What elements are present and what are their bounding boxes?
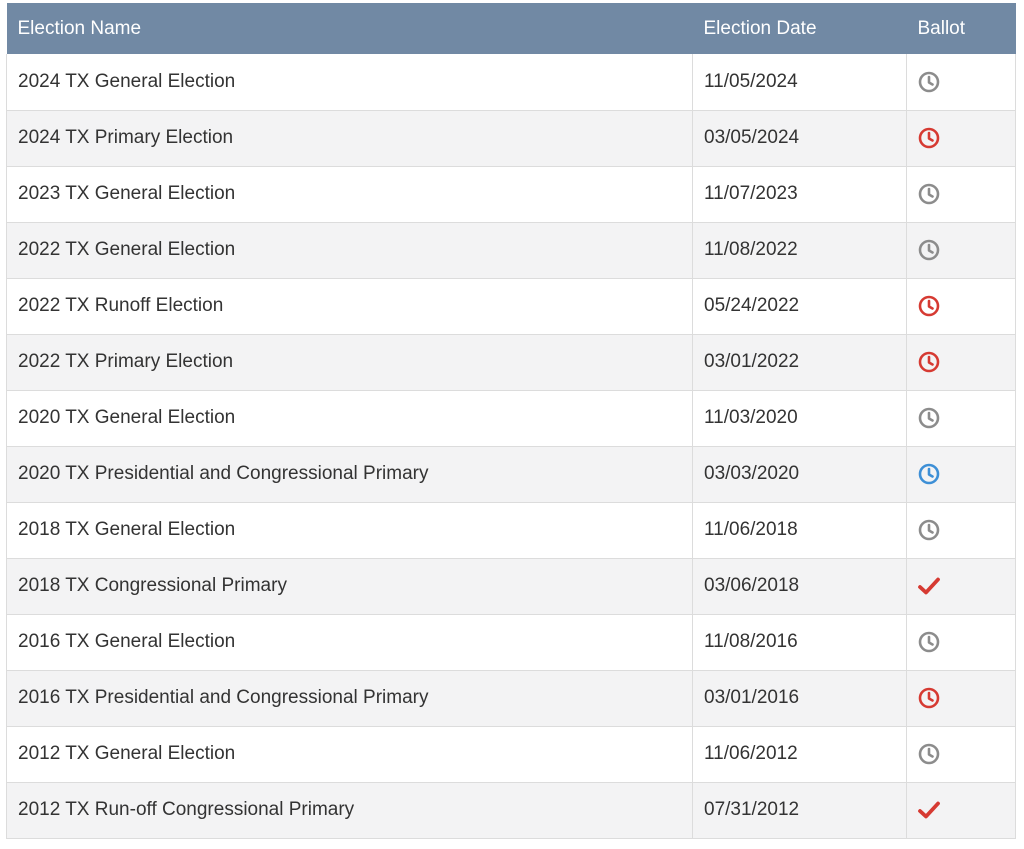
ballot-clock-icon[interactable] <box>917 518 941 542</box>
elections-table <box>6 3 1016 839</box>
election-name-cell: 2012 TX General Election <box>7 726 693 782</box>
election-date-cell: 11/03/2020 <box>693 390 907 446</box>
table-row[interactable] <box>7 166 1016 222</box>
election-name-cell: 2024 TX Primary Election <box>7 110 693 166</box>
ballot-cell <box>907 278 1016 334</box>
election-date-cell: 11/05/2024 <box>693 54 907 110</box>
ballot-clock-icon[interactable] <box>917 238 941 262</box>
ballot-cell <box>907 558 1016 614</box>
table-row[interactable] <box>7 670 1016 726</box>
table-row[interactable] <box>7 54 1016 110</box>
table-row[interactable] <box>7 502 1016 558</box>
table-row[interactable] <box>7 614 1016 670</box>
election-name-cell: 2020 TX General Election <box>7 390 693 446</box>
ballot-clock-icon[interactable] <box>917 742 941 766</box>
election-name-cell: 2018 TX General Election <box>7 502 693 558</box>
election-name-cell: 2020 TX Presidential and Congressional Primary <box>7 446 693 502</box>
table-row[interactable] <box>7 558 1016 614</box>
election-name-cell: 2022 TX General Election <box>7 222 693 278</box>
election-date-cell: 03/03/2020 <box>693 446 907 502</box>
election-date-cell: 11/08/2022 <box>693 222 907 278</box>
election-name-cell: 2022 TX Runoff Election <box>7 278 693 334</box>
ballot-clock-icon[interactable] <box>917 630 941 654</box>
table-row[interactable] <box>7 726 1016 782</box>
ballot-cell <box>907 502 1016 558</box>
ballot-cell <box>907 390 1016 446</box>
table-row[interactable] <box>7 334 1016 390</box>
ballot-cell <box>907 54 1016 110</box>
ballot-clock-icon[interactable] <box>917 350 941 374</box>
table-row[interactable] <box>7 782 1016 838</box>
election-name-cell: 2022 TX Primary Election <box>7 334 693 390</box>
election-date-cell: 03/01/2022 <box>693 334 907 390</box>
column-header-ballot[interactable]: Ballot <box>917 17 966 39</box>
ballot-cell <box>907 222 1016 278</box>
table-row[interactable] <box>7 446 1016 502</box>
ballot-check-icon[interactable] <box>917 798 941 822</box>
table-row[interactable] <box>7 278 1016 334</box>
election-date-cell: 07/31/2012 <box>693 782 907 838</box>
ballot-clock-icon[interactable] <box>917 686 941 710</box>
ballot-clock-icon[interactable] <box>917 70 941 94</box>
ballot-cell <box>907 334 1016 390</box>
table-body <box>7 54 1016 838</box>
ballot-cell <box>907 446 1016 502</box>
election-name-cell: 2012 TX Run-off Congressional Primary <box>7 782 693 838</box>
table-row[interactable] <box>7 222 1016 278</box>
election-name-cell: 2016 TX Presidential and Congressional Primary <box>7 670 693 726</box>
ballot-cell <box>907 782 1016 838</box>
column-header-election-date[interactable]: Election Date <box>703 17 817 39</box>
table-row[interactable] <box>7 390 1016 446</box>
ballot-cell <box>907 110 1016 166</box>
election-date-cell: 03/06/2018 <box>693 558 907 614</box>
table-header <box>7 3 1016 54</box>
election-date-cell: 03/01/2016 <box>693 670 907 726</box>
election-date-cell: 05/24/2022 <box>693 278 907 334</box>
ballot-clock-icon[interactable] <box>917 126 941 150</box>
election-date-cell: 11/06/2018 <box>693 502 907 558</box>
election-date-cell: 11/08/2016 <box>693 614 907 670</box>
election-name-cell: 2018 TX Congressional Primary <box>7 558 693 614</box>
election-date-cell: 11/06/2012 <box>693 726 907 782</box>
ballot-cell <box>907 670 1016 726</box>
ballot-clock-icon[interactable] <box>917 294 941 318</box>
ballot-clock-icon[interactable] <box>917 406 941 430</box>
election-date-cell: 11/07/2023 <box>693 166 907 222</box>
header-row <box>7 3 1016 54</box>
election-name-cell: 2024 TX General Election <box>7 54 693 110</box>
ballot-clock-icon[interactable] <box>917 182 941 206</box>
table-row[interactable] <box>7 110 1016 166</box>
ballot-clock-icon[interactable] <box>917 462 941 486</box>
ballot-cell <box>907 614 1016 670</box>
column-header-election-name[interactable]: Election Name <box>17 17 142 39</box>
election-name-cell: 2016 TX General Election <box>7 614 693 670</box>
ballot-cell <box>907 166 1016 222</box>
ballot-check-icon[interactable] <box>917 574 941 598</box>
election-name-cell: 2023 TX General Election <box>7 166 693 222</box>
ballot-cell <box>907 726 1016 782</box>
elections-table-container <box>6 3 1015 839</box>
election-date-cell: 03/05/2024 <box>693 110 907 166</box>
